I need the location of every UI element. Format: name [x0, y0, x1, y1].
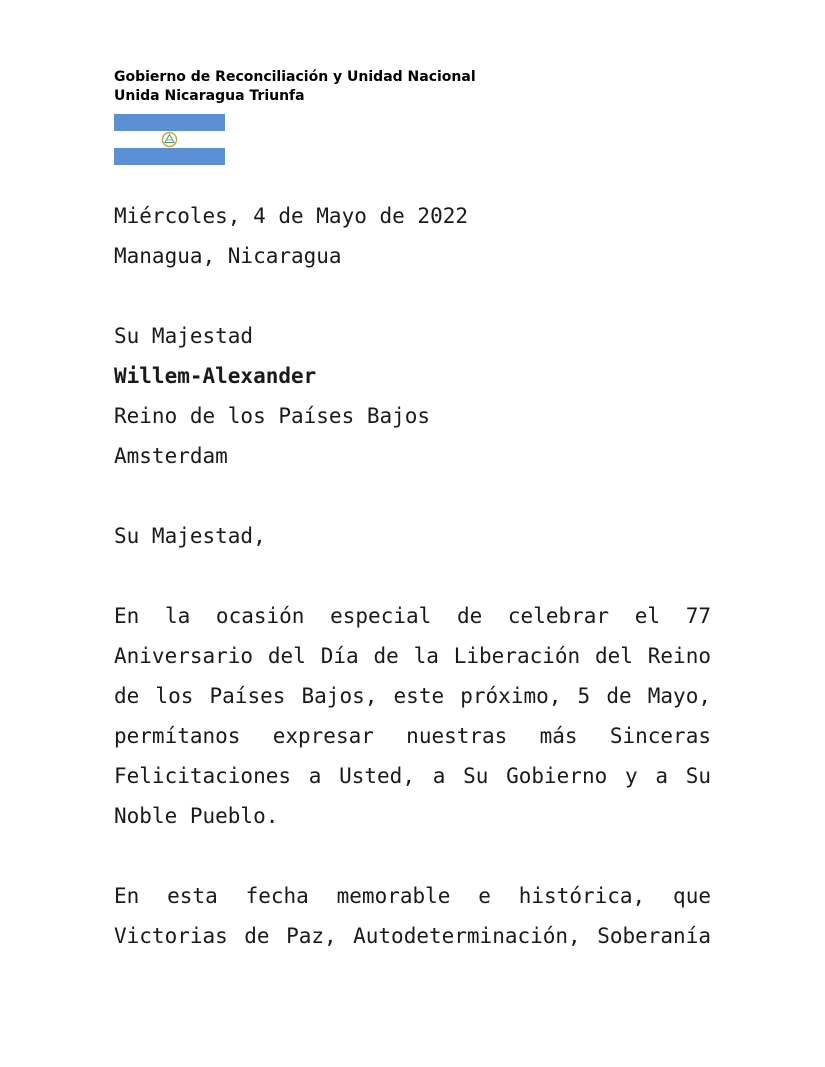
paragraph-1-line: Aniversario del Día de la Liberación del Reino — [114, 644, 711, 668]
paragraph-2 — [114, 876, 711, 956]
recipient-block — [114, 316, 711, 476]
letterhead-government: Gobierno de Reconciliación y Unidad Nacional — [114, 69, 476, 85]
recipient-city: Amsterdam — [114, 444, 228, 468]
paragraph-1-line: Felicitaciones a Usted, a Su Gobierno y a Su — [114, 764, 711, 788]
recipient-title: Su Majestad — [114, 324, 254, 348]
paragraph-1-line: Noble Pueblo. — [114, 804, 279, 828]
paragraph-2-line: En esta fecha memorable e histórica, que — [114, 884, 711, 908]
paragraph-1 — [114, 596, 711, 836]
salutation: Su Majestad, — [114, 524, 266, 548]
letter-place: Managua, Nicaragua — [114, 244, 342, 268]
salutation-block — [114, 516, 711, 556]
recipient-country: Reino de los Países Bajos — [114, 404, 431, 428]
letter-date: Miércoles, 4 de Mayo de 2022 — [114, 204, 469, 228]
nicaragua-flag-icon — [114, 114, 225, 165]
paragraph-1-line: permítanos expresar nuestras más Sinceras — [114, 724, 711, 748]
paragraph-1-line: de los Países Bajos, este próximo, 5 de Mayo, — [114, 684, 711, 708]
letterhead-slogan: Unida Nicaragua Triunfa — [114, 88, 305, 104]
date-place-block — [114, 196, 711, 276]
paragraph-2-line: Victorias de Paz, Autodeterminación, Soberanía — [114, 924, 711, 948]
letterhead — [114, 68, 476, 106]
recipient-name: Willem-Alexander — [114, 364, 317, 388]
paragraph-1-line: En la ocasión especial de celebrar el 77 — [114, 604, 711, 628]
